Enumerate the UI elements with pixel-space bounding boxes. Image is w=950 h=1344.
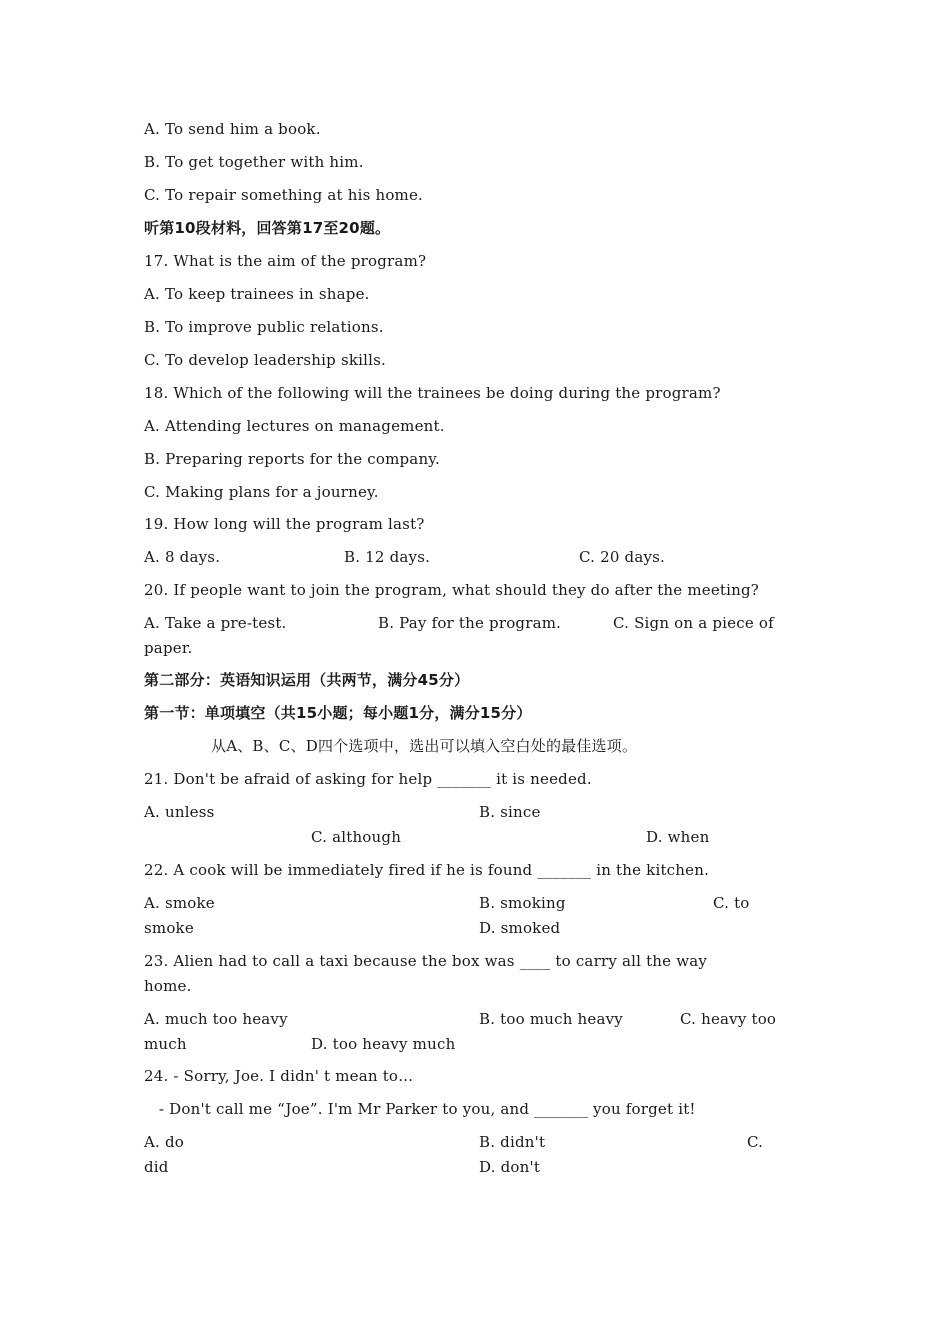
q23-option-c: C. heavy too — [680, 1010, 777, 1028]
q20-option-c-wrap: paper. — [144, 639, 193, 657]
part-two-heading: 第二部分：英语知识运用（共两节，满分45分） — [144, 671, 470, 689]
q18-option-c: C. Making plans for a journey. — [144, 483, 379, 501]
q21-stem: 21. Don't be afraid of asking for help _______ it is needed. — [144, 770, 592, 788]
q21-option-a: A. unless — [144, 803, 215, 821]
q23-stem-wrap: home. — [144, 977, 192, 995]
q19-stem: 19. How long will the program last? — [144, 515, 425, 533]
q22-stem: 22. A cook will be immediately fired if he is found _______ in the kitchen. — [144, 861, 710, 879]
q23-option-c-wrap: much — [144, 1035, 187, 1053]
q18-option-a: A. Attending lectures on management. — [144, 417, 445, 435]
section-one-heading: 第一节：单项填空（共15小题；每小题1分，满分15分） — [144, 704, 532, 722]
q21-option-c: C. although — [311, 828, 402, 846]
q20-option-a: A. Take a pre-test. — [144, 614, 287, 632]
q16-option-c: C. To repair something at his home. — [144, 186, 424, 204]
q19-option-a: A. 8 days. — [144, 548, 221, 566]
q24-stem-reply: - Don't call me “Joe”. I'm Mr Parker to you, and _______ you forget it! — [144, 1100, 696, 1118]
section-instruction-10: 听第10段材料，回答第17至20题。 — [144, 219, 391, 237]
q20-stem: 20. If people want to join the program, what should they do after the meeting? — [144, 581, 760, 599]
q21-option-b: B. since — [479, 803, 541, 821]
q19-option-b: B. 12 days. — [344, 548, 431, 566]
q22-option-a: A. smoke — [144, 894, 215, 912]
q24-option-b: B. didn't — [479, 1133, 546, 1151]
q16-option-b: B. To get together with him. — [144, 153, 364, 171]
q22-option-d: D. smoked — [479, 919, 561, 937]
section-one-instruction: 从A、B、C、D四个选项中，选出可以填入空白处的最佳选项。 — [211, 737, 638, 755]
q24-option-c: C. — [747, 1133, 764, 1151]
q24-option-c-wrap: did — [144, 1158, 169, 1176]
q23-option-a: A. much too heavy — [144, 1010, 288, 1028]
q17-option-c: C. To develop leadership skills. — [144, 351, 386, 369]
q17-option-a: A. To keep trainees in shape. — [144, 285, 370, 303]
q24-option-a: A. do — [144, 1133, 185, 1151]
q22-option-c: C. to — [713, 894, 750, 912]
q22-option-b: B. smoking — [479, 894, 566, 912]
q19-option-c: C. 20 days. — [579, 548, 666, 566]
q17-option-b: B. To improve public relations. — [144, 318, 384, 336]
q23-stem: 23. Alien had to call a taxi because the box was ____ to carry all the way — [144, 952, 708, 970]
q17-stem: 17. What is the aim of the program? — [144, 252, 427, 270]
q20-option-c: C. Sign on a piece of — [613, 614, 774, 632]
q22-option-c-wrap: smoke — [144, 919, 194, 937]
q24-option-d: D. don't — [479, 1158, 541, 1176]
q24-stem: 24. - Sorry, Joe. I didn' t mean to… — [144, 1067, 414, 1085]
q23-option-b: B. too much heavy — [479, 1010, 623, 1028]
q20-option-b: B. Pay for the program. — [378, 614, 562, 632]
q23-option-d: D. too heavy much — [311, 1035, 456, 1053]
q18-option-b: B. Preparing reports for the company. — [144, 450, 440, 468]
q18-stem: 18. Which of the following will the trainees be doing during the program? — [144, 384, 721, 402]
q16-option-a: A. To send him a book. — [144, 120, 321, 138]
q21-option-d: D. when — [646, 828, 710, 846]
